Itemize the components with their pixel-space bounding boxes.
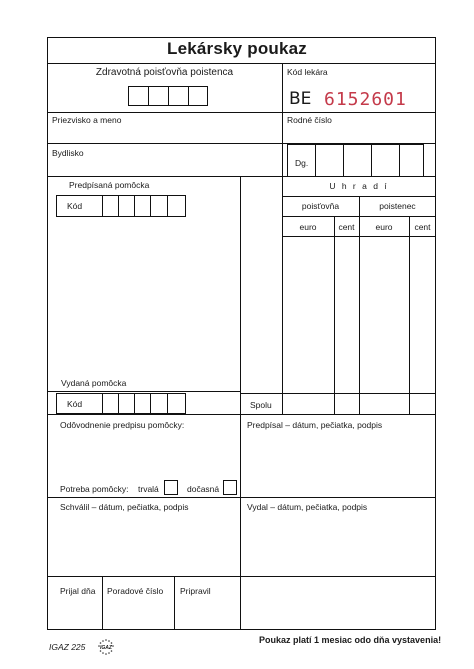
form-frame — [47, 37, 436, 630]
residence-label: Bydlisko — [52, 148, 84, 158]
received-label: Prijal dňa — [60, 586, 96, 596]
middle-divider-lower — [240, 414, 241, 576]
logo-text: IGAZ — [100, 645, 112, 651]
insurer-euro-header: euro — [299, 222, 317, 232]
insurer-digit-box[interactable] — [128, 86, 149, 106]
issued-aid-rule — [47, 391, 240, 392]
prepared-label: Pripravil — [180, 586, 211, 596]
form-id: IGAZ 225 — [49, 642, 86, 652]
bottom-col-2 — [174, 576, 175, 630]
middle-divider-top — [282, 63, 283, 176]
prescribed-code-digit[interactable] — [150, 195, 168, 217]
insured-euro-header: euro — [375, 222, 393, 232]
prescribed-code-digit[interactable] — [118, 195, 135, 217]
rule-under-total — [47, 414, 436, 415]
rule-under-approved — [47, 576, 436, 577]
prescribed-code-digit[interactable] — [167, 195, 186, 217]
insurer-digit-box[interactable] — [168, 86, 189, 106]
insured-column-header: poistenec — [379, 201, 416, 211]
issued-code-label: Kód — [67, 399, 83, 409]
dg-box[interactable] — [371, 144, 400, 177]
temporary-label: dočasná — [187, 484, 220, 494]
permanent-label: trvalá — [138, 484, 159, 494]
insurer-cent-header: cent — [338, 222, 355, 232]
middle-divider-aid — [240, 176, 241, 414]
issued-code-digit[interactable] — [118, 393, 135, 414]
issued-code-digit[interactable] — [150, 393, 168, 414]
insurer-column-header: poisťovňa — [301, 201, 340, 211]
validity-note: Poukaz platí 1 mesiac odo dňa vystavenia! — [259, 635, 442, 645]
dg-box[interactable] — [343, 144, 372, 177]
total-label: Spolu — [250, 400, 272, 410]
total-rule — [240, 393, 436, 394]
issued-aid-label: Vydaná pomôcka — [61, 378, 127, 388]
payment-label: U h r a d í — [329, 181, 389, 191]
prescribed-by-label: Predpísal – dátum, pečiatka, podpis — [247, 420, 383, 430]
bottom-col-3 — [240, 576, 241, 630]
insurer-code-boxes[interactable] — [128, 86, 208, 106]
temporary-checkbox[interactable] — [223, 480, 237, 495]
prescribed-code-label: Kód — [67, 201, 83, 211]
prescribed-code-digit[interactable] — [102, 195, 119, 217]
insurer-digit-box[interactable] — [188, 86, 208, 106]
permanent-checkbox[interactable] — [164, 480, 178, 495]
issued-by-label: Vydal – dátum, pečiatka, podpis — [247, 502, 368, 512]
prescribed-code-digit[interactable] — [134, 195, 151, 217]
payment-col-insurer-cent — [334, 216, 335, 414]
rule-under-insurer — [47, 112, 436, 113]
prescribed-aid-label: Predpísaná pomôcka — [69, 180, 150, 190]
insurer-label: Zdravotná poisťovňa poistenca — [95, 67, 234, 78]
justification-label: Odôvodnenie predpisu pomôcky: — [60, 420, 185, 430]
insurer-digit-box[interactable] — [148, 86, 169, 106]
approved-label: Schválil – dátum, pečiatka, podpis — [60, 502, 189, 512]
need-label: Potreba pomôcky: — [60, 484, 129, 494]
doctor-code-number: 6152601 — [324, 89, 407, 110]
issued-code-digit[interactable] — [134, 393, 151, 414]
dg-box[interactable] — [315, 144, 344, 177]
order-number-label: Poradové číslo — [107, 586, 164, 596]
payment-col-left — [282, 176, 283, 414]
issued-code-digit[interactable] — [167, 393, 186, 414]
form-title: Lekársky poukaz — [166, 39, 307, 58]
doctor-code-prefix: BE — [289, 89, 312, 109]
bottom-col-1 — [102, 576, 103, 630]
rule-under-title — [47, 63, 436, 64]
payment-col-insured-cent — [409, 216, 410, 414]
igaz-logo — [93, 636, 119, 658]
dg-label: Dg. — [295, 158, 309, 168]
doctor-code-label: Kód lekára — [287, 67, 328, 77]
rule-under-justification — [47, 497, 436, 498]
dg-box[interactable] — [399, 144, 424, 177]
name-label: Priezvisko a meno — [52, 115, 122, 125]
issued-code-digit[interactable] — [102, 393, 119, 414]
payment-col-mid — [359, 196, 360, 414]
insured-cent-header: cent — [414, 222, 431, 232]
birth-number-label: Rodné číslo — [287, 115, 332, 125]
